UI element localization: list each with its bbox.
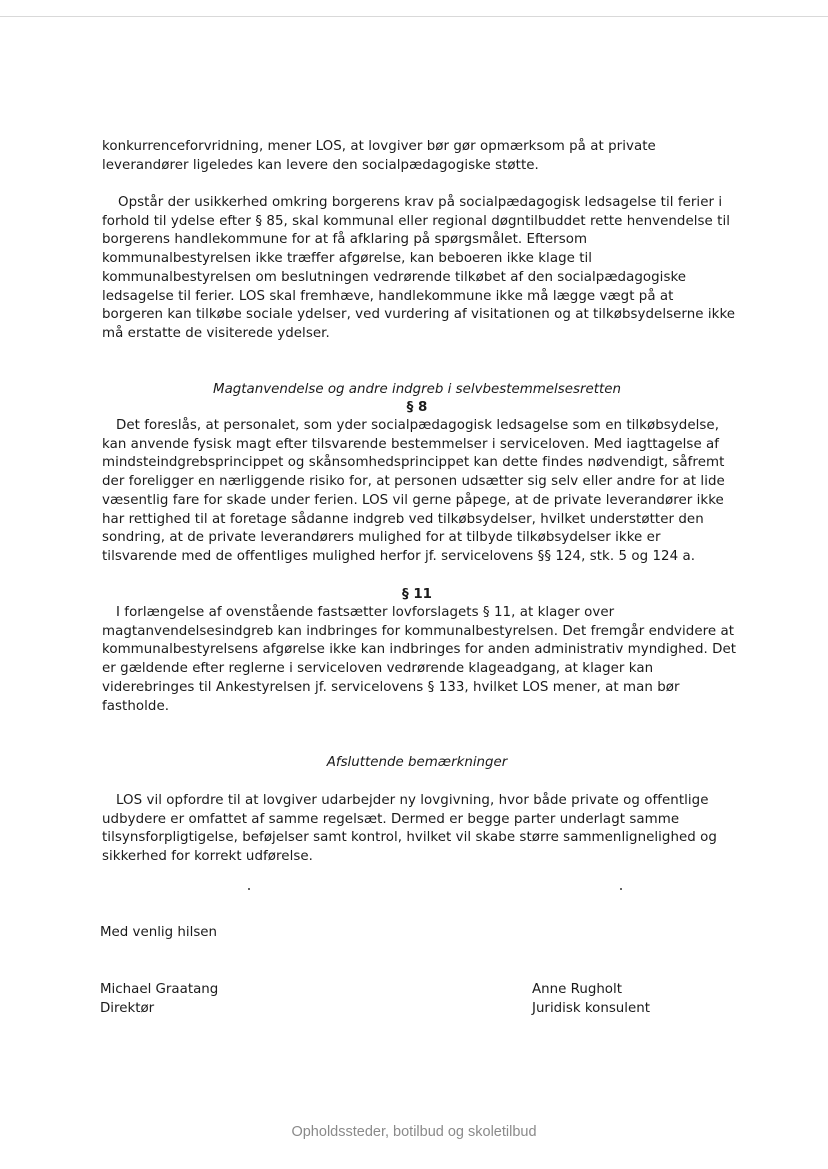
section-mark-8: § 8 — [406, 400, 428, 415]
text-line: udbydere er omfattet af samme regelsæt. Dermed er begge parter underlagt samme — [102, 811, 680, 827]
text-line: væsentlig fare for skade under ferien. LOS vil gerne påpege, at de private leverandører ikke — [102, 492, 724, 508]
text-line: ledsagelse til ferier. LOS skal fremhæve, handlekommune ikke må lægge vægt på at — [102, 288, 674, 304]
paragraph-4 — [102, 604, 737, 716]
text-line: Det foreslås, at personalet, som yder socialpædagogisk ledsagelse som en tilkøbsydelse, — [116, 418, 720, 433]
text-line: I forlængelse af ovenstående fastsætter lovforslagets § 11, at klager over — [116, 605, 615, 620]
text-line: forhold til ydelse efter § 85, skal kommunal eller regional døgntilbuddet rette henvendelse til — [102, 213, 730, 229]
text-line: har rettighed til at foretage sådanne indgreb ved tilkøbsydelser, hvilket understøtter den — [102, 511, 704, 527]
section-heading-magtanvendelse: Magtanvendelse og andre indgreb i selvbestemmelsesretten — [213, 382, 621, 397]
closing-greeting: Med venlig hilsen — [100, 925, 218, 940]
text-line: må erstatte de visiterede ydelser. — [102, 325, 330, 341]
paragraph-2 — [102, 194, 736, 344]
text-line: er gældende efter reglerne i serviceloven vedrørende klageadgang, at klager kan — [102, 661, 654, 677]
signature-dot — [620, 888, 622, 890]
signature-dot — [248, 888, 250, 890]
text-line: fastholde. — [102, 698, 170, 714]
text-line: sondring, at de private leverandørers mulighed for at tilbyde tilkøbsydelser ikke er — [102, 530, 661, 546]
signer-name: Anne Rugholt — [532, 982, 622, 997]
text-line: viderebringes til Ankestyrelsen jf. servicelovens § 133, hvilket LOS mener, at man bør — [102, 679, 680, 695]
text-line: magtanvendelsesindgreb kan indbringes for kommunalbestyrelsen. Det fremgår endvidere at — [102, 623, 735, 639]
section-mark-11: § 11 — [402, 587, 432, 602]
text-line: tilsvarende med de offentliges mulighed herfor jf. servicelovens §§ 124, stk. 5 og 124 a. — [102, 548, 696, 564]
text-line: kan anvende fysisk magt efter tilsvarende bestemmelser i serviceloven. Med iagttagelse af — [102, 436, 720, 452]
text-line: der foreligger en nærliggende risiko for, at personen udsætter sig selv eller andre for at lide — [102, 474, 725, 490]
text-line: kommunalbestyrelsens afgørelse ikke kan indbringes for anden administrativ myndighed. Det — [102, 642, 737, 658]
signer-title: Juridisk konsulent — [532, 1001, 650, 1016]
text-line: sikkerhed for korrekt udførelse. — [102, 849, 313, 865]
text-line: mindsteindgrebsprincippet og skånsomhedsprincippet kan dette findes nødvendigt, såfremt — [102, 455, 725, 471]
text-line: kommunalbestyrelsen om beslutningen vedrørende tilkøbet af den socialpædagogiske — [102, 269, 687, 285]
text-line: LOS vil opfordre til at lovgiver udarbejder ny lovgivning, hvor både private og offentlige — [116, 793, 709, 808]
section-heading-afsluttende: Afsluttende bemærkninger — [326, 755, 508, 770]
footer-tagline: Opholdssteder, botilbud og skoletilbud — [291, 1124, 537, 1140]
signer-name: Michael Graatang — [100, 982, 219, 997]
signer-title: Direktør — [100, 1001, 155, 1016]
text-line: tilsynsforpligtigelse, beføjelser samt kontrol, hvilket vil skabe større sammenlignelighed og — [102, 830, 717, 846]
text-line: konkurrenceforvridning, mener LOS, at lovgiver bør gør opmærksom på at private — [102, 139, 656, 154]
top-rule — [0, 16, 828, 17]
text-line: leverandører ligeledes kan levere den socialpædagogiske støtte. — [102, 157, 539, 173]
signer-left — [100, 980, 218, 1018]
signer-right — [532, 980, 650, 1018]
text-line: Opstår der usikkerhed omkring borgerens krav på socialpædagogisk ledsagelse til ferier i — [118, 195, 723, 210]
text-line: borgeren kan tilkøbe sociale ydelser, ved vurdering af visitationen og at tilkøbsydelserne ikke — [102, 307, 736, 323]
text-line: kommunalbestyrelsen ikke træffer afgørelse, kan beboeren ikke klage til — [102, 251, 593, 267]
paragraph-3 — [102, 417, 732, 567]
paragraph-5 — [102, 792, 732, 867]
paragraph-1 — [102, 138, 732, 175]
text-line: borgerens handlekommune for at få afklaring på spørgsmålet. Eftersom — [102, 232, 588, 248]
